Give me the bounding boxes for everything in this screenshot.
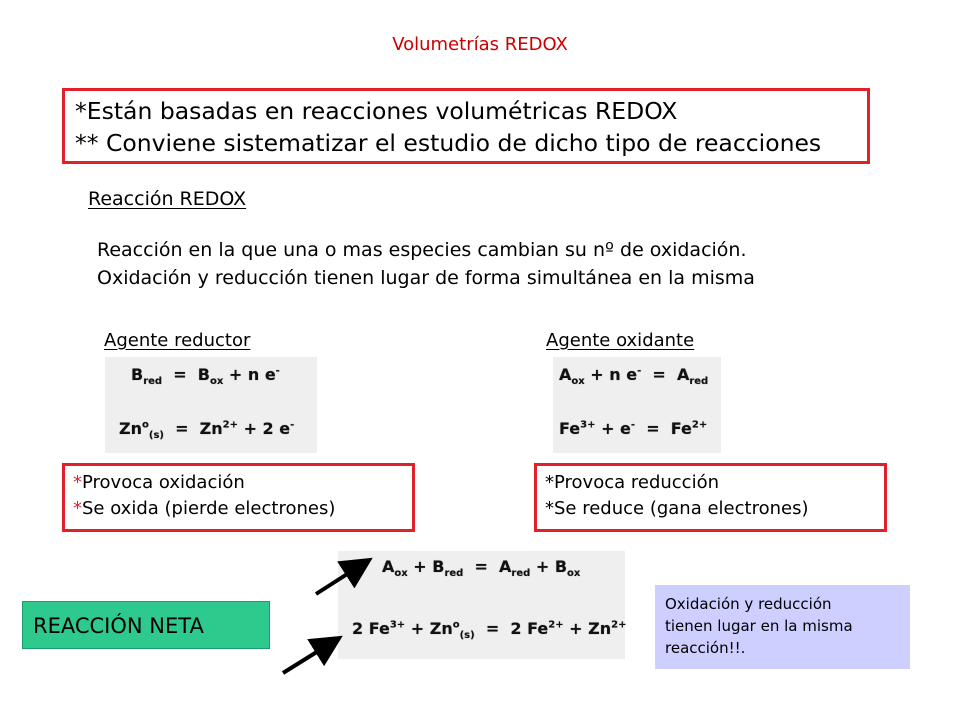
reducer-properties-box	[62, 463, 415, 532]
intro-line-1: *Están basadas en reacciones volumétricas REDOX	[75, 97, 678, 125]
reducer-equations	[105, 357, 317, 453]
reducer-property-1: *Provoca oxidación	[73, 472, 245, 493]
oxidizer-property-1: *Provoca reducción	[545, 472, 719, 493]
note-line-1: Oxidación y reducción	[665, 595, 832, 613]
intro-line-2: ** Conviene sistematizar el estudio de dicho tipo de reacciones	[75, 129, 822, 157]
net-equation-2: 2 $Fe^{3+} + Zn^o_{(s)} = 2$ $Fe^{2+} + Zn^{2+}$	[352, 619, 627, 642]
oxidizer-property-2: *Se reduce (gana electrones)	[545, 498, 809, 519]
net-equation-1: $A_{ox} + B_{red} = A_{red} + B_{ox}$	[382, 557, 581, 580]
definition-line-1: Reacción en la que una o mas especies cambian su nº de oxidación.	[97, 239, 747, 261]
definition-line-2: Oxidación y reducción tienen lugar de forma simultánea en la misma	[97, 267, 755, 289]
definition	[97, 236, 755, 292]
section-heading: Reacción REDOX	[88, 188, 247, 210]
note-line-2: tienen lugar en la misma	[665, 617, 853, 635]
page-title: Volumetrías REDOX	[392, 34, 568, 55]
oxidizer-equation-1: $A_{ox} + n$ $e^- = A_{red}$	[559, 365, 709, 388]
oxidizer-equation-2: $Fe^{3+} + e^- = Fe^{2+}$	[559, 419, 708, 438]
reducer-property-2: *Se oxida (pierde electrones)	[73, 498, 336, 519]
oxidizer-properties-box	[534, 463, 887, 532]
note-line-3: reacción!!.	[665, 639, 746, 657]
arrow-up-right-icon	[283, 640, 336, 673]
intro-box	[62, 88, 870, 164]
reducer-equation-1: $B_{red} = B_{ox} + n$ e-	[131, 365, 280, 388]
oxidizer-heading: Agente oxidante	[546, 330, 695, 351]
note-box	[655, 585, 910, 669]
oxidizer-equations	[553, 357, 721, 453]
net-reaction-label: REACCIÓN NETA	[22, 601, 270, 649]
reducer-equation-2: $Zn^o_{(s)} = Zn^{2+} + 2$ e-	[119, 419, 295, 442]
reducer-heading: Agente reductor	[104, 330, 251, 351]
net-equations	[338, 551, 625, 659]
